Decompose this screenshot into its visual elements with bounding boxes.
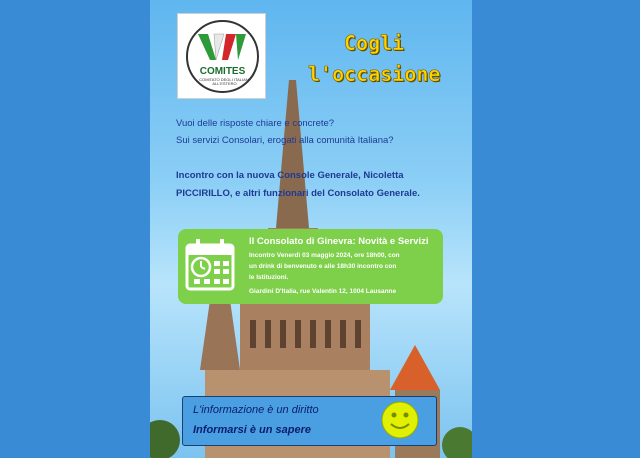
event-address: Giardini D'Italia, rue Valentin 12, 1004 Lausanne [249, 288, 397, 295]
comites-logo [177, 13, 266, 99]
event-line-2: un drink di benvenuto e alle 18h30 incontro con [249, 263, 397, 270]
logo-circle [186, 20, 259, 93]
event-line-3: le Istituzioni. [249, 274, 289, 281]
poster [150, 0, 472, 458]
question-1: Vuoi delle risposte chiare e concrete? [176, 118, 335, 129]
slogan-line-2: Informarsi è un sapere [193, 424, 311, 436]
smiley-icon [380, 400, 420, 440]
calendar-icon [184, 237, 236, 293]
event-title: Il Consolato di Ginevra: Novità e Servizi [249, 236, 429, 247]
logo-name: COMITES [199, 66, 246, 77]
logo-flag-icon [188, 26, 257, 66]
question-2: Sui servizi Consolari, erogati alla comunità Italiana? [176, 135, 394, 146]
event-line-1: Incontro Venerdì 03 maggio 2024, ore 18h00, con [249, 252, 400, 259]
event-box [178, 229, 443, 304]
intro-line-1: Incontro con la nuova Console Generale, Nicoletta [176, 170, 404, 181]
headline-line2: l'occasione [308, 62, 441, 86]
intro-line-2: PICCIRILLO, e altri funzionari del Consolato Generale. [176, 188, 420, 199]
logo-subtitle: COMITATO DEGLI ITALIANI ALL'ESTERO [199, 77, 250, 86]
headline-line1: Cogli [344, 31, 405, 55]
slogan-line-1: L'informazione è un diritto [193, 404, 319, 416]
